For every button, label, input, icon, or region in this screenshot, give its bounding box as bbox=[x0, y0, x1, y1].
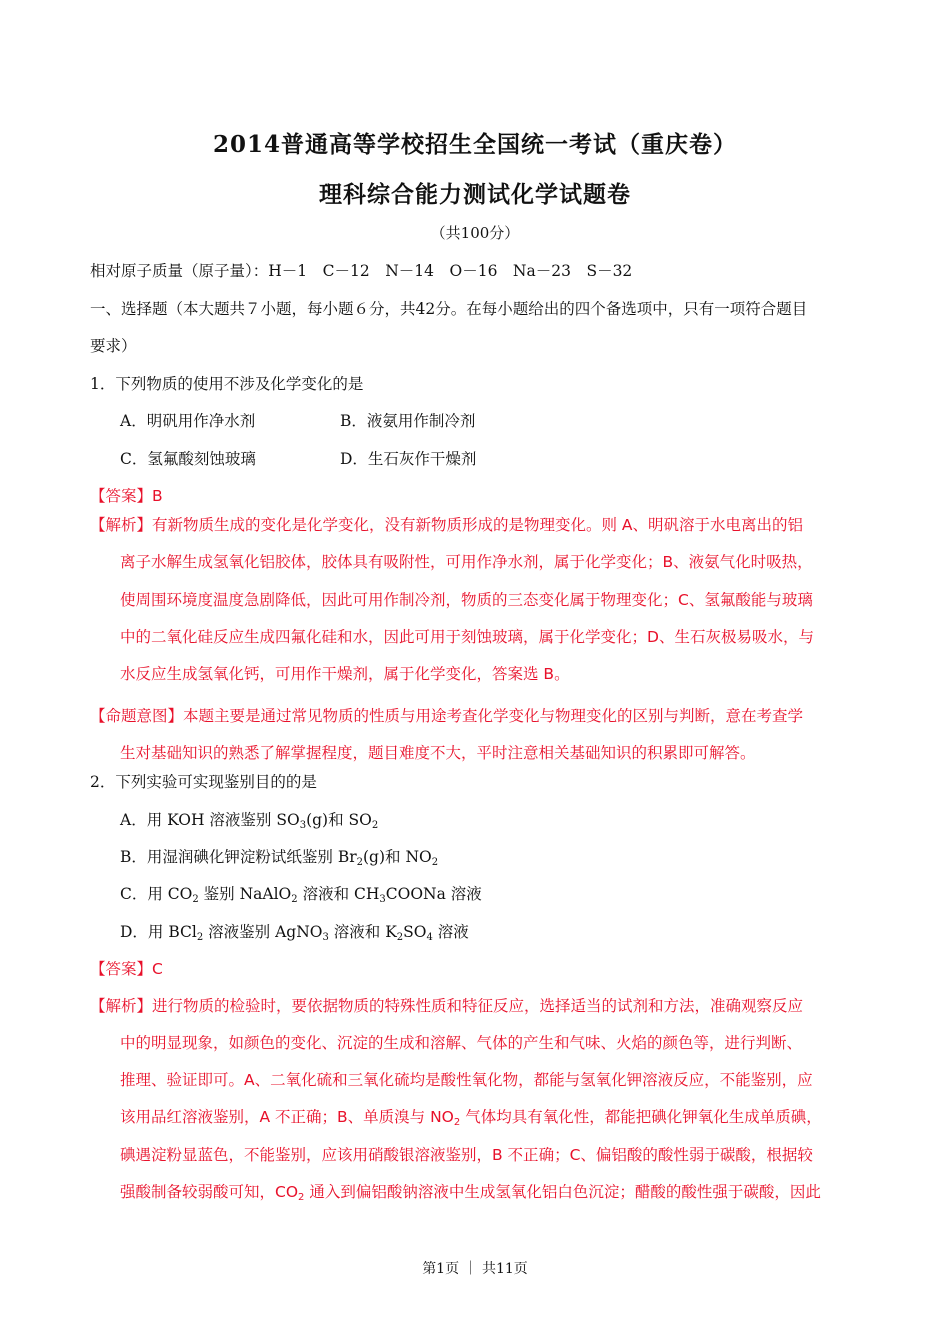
q2-analysis-line1: 【解析】进行物质的检验时，要依据物质的特殊性质和特征反应，选择适当的试剂和方法，准确观察反应 bbox=[90, 997, 804, 1015]
q1-answer: 【答案】B bbox=[90, 487, 163, 505]
section-heading-line1: 一、选择题（本大题共７小题，每小题６分，共42分。在每小题给出的四个备选项中，只有一项符合题目 bbox=[90, 300, 808, 318]
q2-analysis-line5: 碘遇淀粉显蓝色，不能鉴别，应该用硝酸银溶液鉴别，B 不正确；C、偏铝酸的酸性弱于碳酸，根据较 bbox=[120, 1146, 813, 1164]
q2-stem: 2．下列实验可实现鉴别目的的是 bbox=[90, 773, 317, 791]
page-footer: 第1页 ｜ 共11页 bbox=[422, 1261, 528, 1277]
exam-title: 2014普通高等学校招生全国统一考试（重庆卷） bbox=[212, 131, 737, 158]
q1-stem: 1．下列物质的使用不涉及化学变化的是 bbox=[90, 375, 364, 393]
q2-option-c: C．用 $CO_2$ 鉴别 NaAlO$_2$ 溶液和 $CH_3COONa$ 溶液 bbox=[120, 885, 482, 905]
q1-intent-line2: 生对基础知识的熟悉了解掌握程度，题目难度不大，平时注意相关基础知识的积累即可解答。 bbox=[120, 744, 756, 762]
q2-analysis-line4: 该用品红溶液鉴别，A 不正确；B、单质溴与 $NO_2$ 气体均具有氧化性，都能把碘化钾氧化生成单质碘， bbox=[120, 1108, 822, 1128]
q1-analysis-line4: 中的二氧化硅反应生成四氟化硅和水，因此可用于刻蚀玻璃，属于化学变化；D、生石灰极易吸水，与 bbox=[120, 628, 814, 646]
q2-option-b: B．用湿润碘化钾淀粉试纸鉴别 $Br_2(g)$和 $NO_2$ bbox=[120, 848, 439, 868]
q1-intent-line1: 【命题意图】本题主要是通过常见物质的性质与用途考查化学变化与物理变化的区别与判断，意在考查学 bbox=[90, 707, 804, 725]
atomic-mass-line: 相对原子质量（原子量）：H－1 C－12 N－14 O－16 Na－23 S－32 bbox=[90, 262, 633, 280]
exam-subtitle: 理科综合能力测试化学试题卷 bbox=[319, 181, 631, 208]
total-score: （共100分） bbox=[430, 224, 520, 242]
q1-option-c: C．氢氟酸刻蚀玻璃 bbox=[120, 450, 256, 468]
q1-analysis-line3: 使周围环境度温度急剧降低，因此可用作制冷剂，物质的三态变化属于物理变化；C、氢氟酸能与玻璃 bbox=[120, 591, 813, 609]
q1-analysis-line2: 离子水解生成氢氧化铝胶体，胶体具有吸附性，可用作净水剂，属于化学变化；B、液氨气化时吸热， bbox=[120, 553, 813, 571]
q1-option-b: B．液氨用作制冷剂 bbox=[340, 412, 476, 430]
q1-option-d: D．生石灰作干燥剂 bbox=[340, 450, 477, 468]
section-heading-line2: 要求） bbox=[90, 337, 137, 355]
q2-analysis-line3: 推理、验证即可。A、二氧化硫和三氧化硫均是酸性氧化物，都能与氢氧化钾溶液反应，不能鉴别，应 bbox=[120, 1071, 813, 1089]
q1-option-a: A．明矾用作净水剂 bbox=[120, 412, 256, 430]
q2-answer: 【答案】C bbox=[90, 960, 163, 978]
q2-analysis-line2: 中的明显现象，如颜色的变化、沉淀的生成和溶解、气体的产生和气味、火焰的颜色等，进行判断、 bbox=[120, 1034, 803, 1052]
q2-option-a: A．用 KOH 溶液鉴别 $SO_3(g)$和 $SO_2$ bbox=[120, 811, 379, 831]
q1-analysis-line5: 水反应生成氢氧化钙，可用作干燥剂，属于化学变化，答案选 B。 bbox=[120, 665, 570, 683]
q2-option-d: D．用 BCl$_2$ 溶液鉴别 AgNO$_3$ 溶液和 $K_2SO_4$ 溶液 bbox=[120, 923, 469, 943]
q2-analysis-line6: 强酸制备较弱酸可知，$CO_2$ 通入到偏铝酸钠溶液中生成氢氧化铝白色沉淀；醋酸的酸性强于碳酸，因此 bbox=[120, 1183, 821, 1203]
q1-analysis-line1: 【解析】有新物质生成的变化是化学变化，没有新物质形成的是物理变化。则 A、明矾溶于水电离出的铝 bbox=[90, 516, 804, 534]
